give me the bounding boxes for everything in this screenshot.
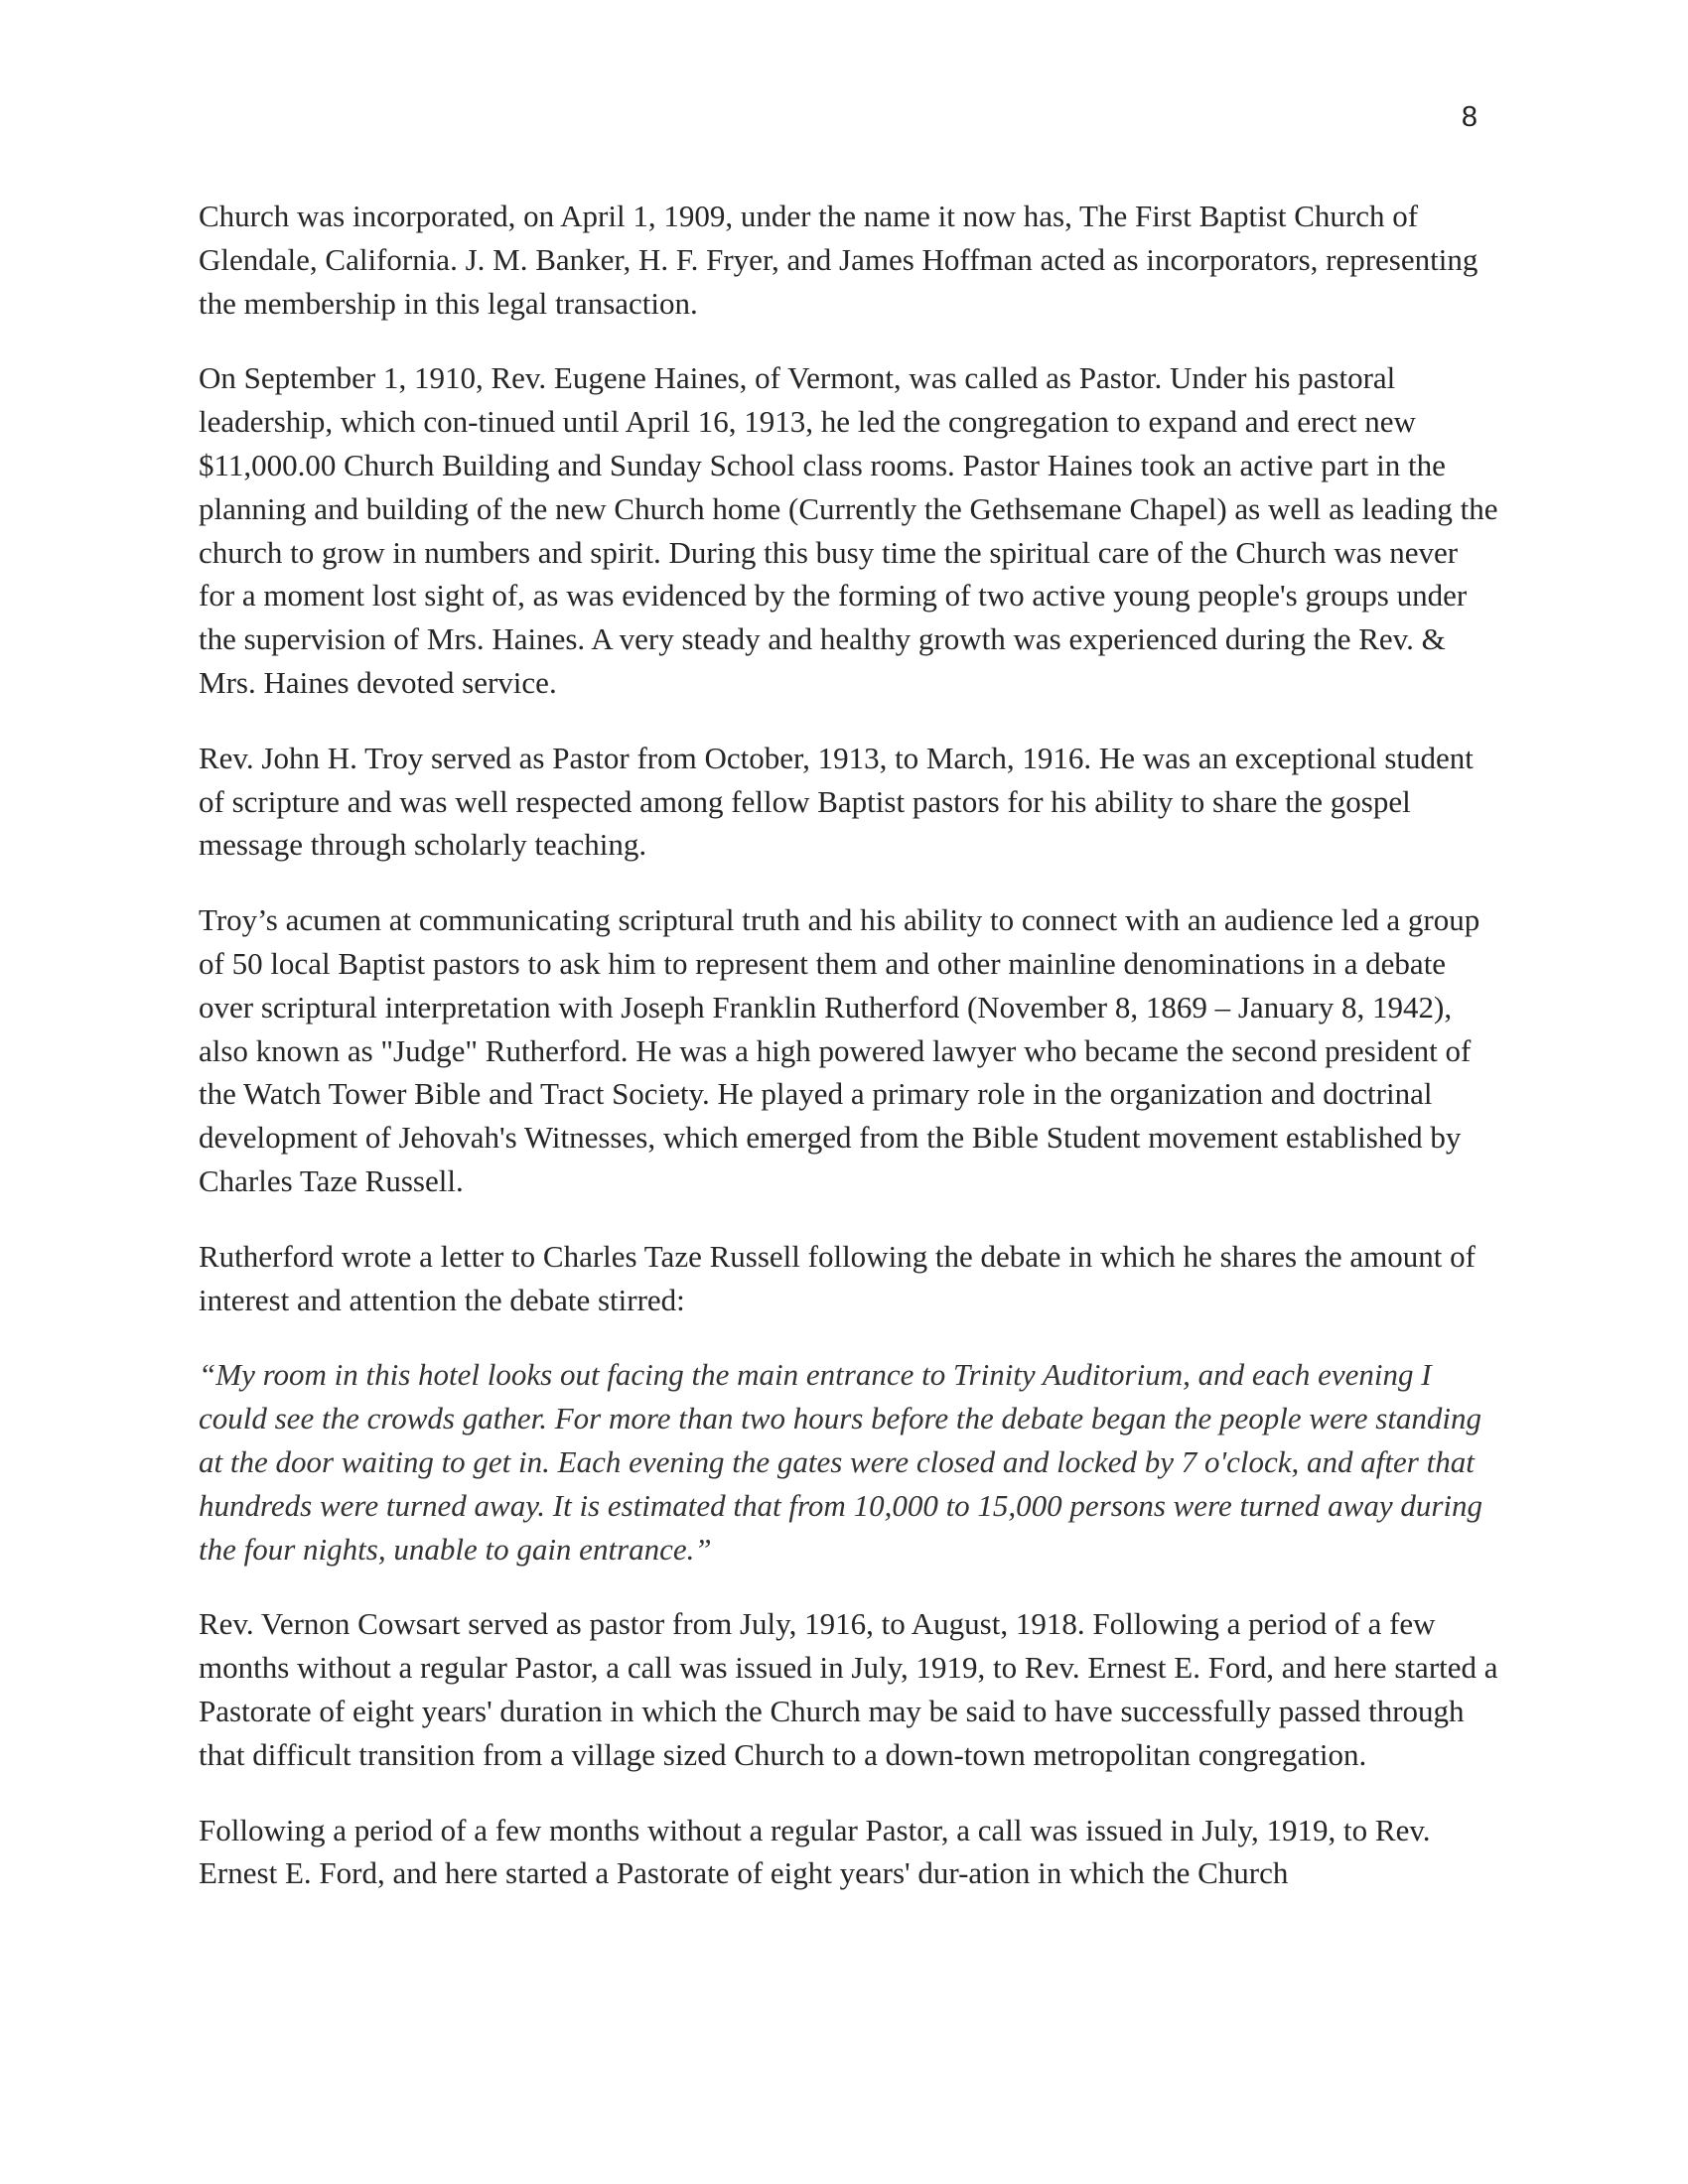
- paragraph-cowsart: Rev. Vernon Cowsart served as pastor from July, 1916, to August, 1918. Following a period of a few months without a regular Pastor, a call was issued in July, 1919, to Rev. Ernest E. Ford, and here started a Pastorate of eight years' duration in which the Church may be said to have successfully passed through that difficult transition from a village sized Church to a down-town metropolitan congregation.: [199, 1606, 1498, 1772]
- quote-rutherford: “My room in this hotel looks out facing the main entrance to Trinity Auditorium, and each evening I could see the crowds gather. For more than two hours before the debate began the people were standing at the door waiting to get in. Each evening the gates were closed and locked by 7 o'clock, and after that hundreds were turned away. It is estimated that from 10,000 to 15,000 persons were turned away during the four nights, unable to gain entrance.”: [199, 1357, 1483, 1567]
- paragraph-debate: Troy’s acumen at communicating scriptural truth and his ability to connect with an audience led a group of 50 local Baptist pastors to ask him to represent them and other mainline denominations in a debate over scriptural interpretation with Joseph Franklin Rutherford (November 8, 1869 – January 8, 1942), also known as "Judge" Rutherford. He was a high powered lawyer who became the second president of the Watch Tower Bible and Tract Society. He played a primary role in the organization and doctrinal development of Jehovah's Witnesses, which emerged from the Bible Student movement established by Charles Taze Russell.: [199, 902, 1480, 1198]
- body-text: [199, 195, 1499, 1927]
- paragraph-ford: Following a period of a few months without a regular Pastor, a call was issued in July, 1919, to Rev. Ernest E. Ford, and here started a Pastorate of eight years' dur-ation in which the Church: [199, 1812, 1431, 1891]
- page-number: 8: [1461, 101, 1477, 133]
- paragraph-troy: Rev. John H. Troy served as Pastor from October, 1913, to March, 1916. He was an exceptional student of scripture and was well respected among fellow Baptist pastors for his ability to share the gospel message through scholarly teaching.: [199, 740, 1474, 863]
- paragraph-incorporation: Church was incorporated, on April 1, 1909, under the name it now has, The First Baptist Church of Glendale, California. J. M. Banker, H. F. Fryer, and James Hoffman acted as incorporators, representing the membership in this legal transaction.: [199, 199, 1478, 321]
- paragraph-haines: On September 1, 1910, Rev. Eugene Haines, of Vermont, was called as Pastor. Under his pastoral leadership, which con-tinued until April 16, 1913, he led the congregation to expand and erect new $11,000.00 Church Building and Sunday School class rooms. Pastor Haines took an active part in the planning and building of the new Church home (Currently the Gethsemane Chapel) as well as leading the church to grow in numbers and spirit. During this busy time the spiritual care of the Church was never for a moment lost sight of, as was evidenced by the forming of two active young people's groups under the supervision of Mrs. Haines. A very steady and healthy growth was experienced during the Rev. & Mrs. Haines devoted service.: [199, 360, 1498, 700]
- paragraph-letter-intro: Rutherford wrote a letter to Charles Taze Russell following the debate in which he shares the amount of interest and attention the debate stirred:: [199, 1238, 1476, 1317]
